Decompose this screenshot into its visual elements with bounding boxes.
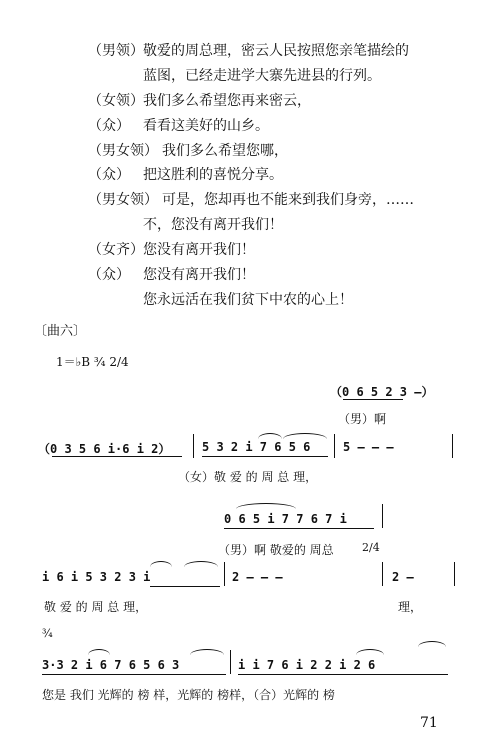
score-notes: 3·3 2 i 6 7 6 5 6 3 [42, 658, 180, 672]
score-notes: （0 3 5 6 i·6 i 2） [38, 442, 171, 456]
score-notes: i i 7 6 i 2 2 i 2 6 [238, 658, 376, 672]
beam-line [202, 456, 328, 457]
verse-line [0, 216, 490, 234]
verse-role: （男领） [88, 43, 144, 59]
verse-line [0, 166, 490, 184]
score-notes: 5 3 2 i 7 6 5 6 [202, 440, 311, 454]
verse-line [0, 42, 490, 60]
barline [224, 562, 225, 586]
verse-line [0, 142, 490, 160]
verse-line [0, 291, 490, 309]
verse-text: 把这胜利的喜悦分享。 [143, 167, 283, 183]
beam-line [52, 456, 182, 457]
barline [454, 562, 455, 586]
verse-text: 敬爱的周总理，密云人民按照您亲笔描绘的 [143, 43, 409, 59]
time-signature: ¾ [42, 627, 53, 640]
barline [334, 434, 335, 458]
time-signature: 2/4 [362, 541, 380, 554]
song-title: 〔曲六〕 [34, 324, 87, 339]
verse-text: 不，您没有离开我们！ [143, 217, 283, 233]
score-notes: （0 6 5 2 3 —） [330, 385, 434, 399]
slur [356, 649, 384, 655]
score-lyric: （男）啊 [338, 412, 387, 426]
verse-line [0, 67, 490, 85]
slur [236, 503, 296, 509]
beam-line [150, 586, 220, 587]
verse-text: 您没有离开我们！ [143, 267, 255, 283]
score-lyric: 敬 爱 的 周 总 理， [44, 600, 148, 614]
beam-line [238, 674, 448, 675]
score-notes: 2 — — — [232, 570, 283, 584]
slur [190, 649, 224, 655]
key-signature: 1＝♭B ¾ 2/4 [56, 355, 129, 369]
barline [230, 650, 231, 674]
verse-text: 我们多么希望您再来密云， [143, 93, 311, 109]
score-lyric: 理， [398, 600, 423, 614]
barline [452, 434, 453, 458]
score-notes: i 6 i 5 3 2 3 i [42, 570, 151, 584]
verse-role: （女齐） [88, 242, 144, 258]
verse-text: 蓝图，已经走进学大寨先进县的行列。 [143, 68, 381, 84]
verse-text: 可是，您却再也不能来到我们身旁，…… [162, 192, 414, 208]
verse-role: （男女领） [88, 143, 158, 159]
verse-text: 您没有离开我们！ [143, 242, 255, 258]
slur [184, 561, 218, 567]
verse-text: 看看这美好的山乡。 [143, 118, 269, 134]
slur [258, 433, 282, 439]
verse-line [0, 241, 490, 259]
verse-line [0, 266, 490, 284]
verse-role: （男女领） [88, 192, 158, 208]
barline [382, 562, 383, 586]
verse-line [0, 117, 490, 135]
verse-role: （众） [88, 167, 130, 183]
score-lyric: （女）敬 爱 的 周 总 理， [178, 470, 318, 484]
verse-role: （众） [88, 267, 130, 283]
verse-text: 您永远活在我们贫下中农的心上！ [143, 292, 353, 308]
score-lyric: （男）啊 敬爱的 周总 [218, 543, 334, 557]
slur [88, 649, 110, 655]
score-lyric: 您是 我们 光辉的 榜 样，光辉的 榜样，（合）光辉的 榜 [42, 688, 335, 702]
barline [193, 434, 194, 458]
score-notes: 2 — [392, 570, 414, 584]
beam-line [343, 399, 403, 400]
verse-line [0, 92, 490, 110]
slur [150, 561, 172, 567]
score-notes: 0 6 5 i 7 7 6 7 i [224, 512, 347, 526]
beam-line [224, 528, 374, 529]
verse-role: （众） [88, 118, 130, 134]
page-number: 71 [420, 715, 438, 731]
slur [283, 433, 327, 439]
barline [382, 504, 383, 528]
slur [418, 641, 446, 647]
verse-text: 我们多么希望您哪， [162, 143, 288, 159]
verse-line [0, 191, 490, 209]
beam-line [42, 674, 226, 675]
verse-role: （女领） [88, 93, 144, 109]
score-notes: 5 — — — [343, 440, 394, 454]
